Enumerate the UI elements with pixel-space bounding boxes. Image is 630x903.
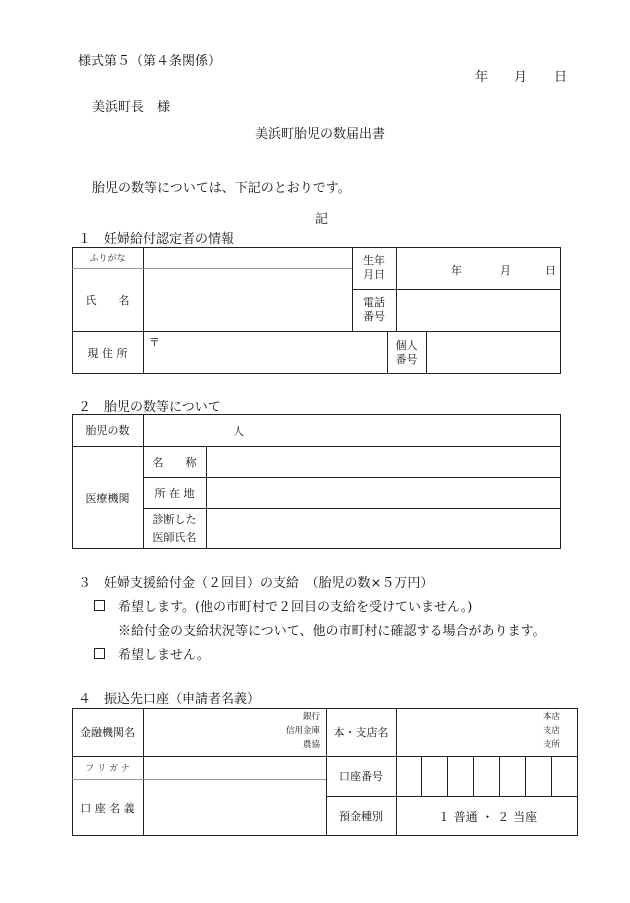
- doctor-name-field[interactable]: [207, 509, 560, 548]
- account-number-label: 口座番号: [339, 770, 383, 783]
- bank-name-label: 金融機関名: [80, 726, 135, 739]
- account-name-label: 口 座 名 義: [80, 801, 135, 815]
- institution-address-label: 所 在 地: [154, 486, 195, 500]
- birthdate-field[interactable]: [397, 248, 560, 288]
- phone-label: 電話 番号: [363, 296, 385, 323]
- medical-institution-label: 医療機関: [85, 491, 130, 505]
- bank-type-options: 銀行 信用金庫 農協: [285, 712, 320, 750]
- phone-field[interactable]: [397, 290, 560, 330]
- institution-name-label: 名 称: [152, 455, 197, 469]
- wish-no-label: 希望しません。: [118, 648, 210, 663]
- doctor-name-label: 診断した 医師氏名: [152, 512, 197, 544]
- postal-mark: 〒: [149, 336, 160, 349]
- document-title: 美浜町胎児の数届出書: [255, 127, 386, 142]
- fetus-count-field[interactable]: [144, 415, 560, 445]
- account-furigana-field[interactable]: [144, 757, 325, 778]
- section4-heading: ４ 振込先口座（申請者名義）: [78, 692, 261, 707]
- date-year-label: 年: [475, 70, 489, 85]
- deposit-type-label: 預金種別: [339, 810, 383, 823]
- addressee: 美浜町長 様: [92, 100, 171, 115]
- account-number-field[interactable]: [397, 757, 577, 795]
- section1-heading: １ 妊婦給付認定者の情報: [78, 232, 235, 247]
- address-label: 現 住 所: [87, 346, 128, 360]
- address-field[interactable]: [144, 332, 386, 373]
- name-label: 氏 名: [85, 293, 130, 307]
- birth-year-label: 年: [451, 264, 462, 277]
- confirmation-note: ※給付金の支給状況等について、他の市町村に確認する場合があります。: [118, 624, 546, 639]
- fetus-count-label: 胎児の数: [85, 424, 130, 437]
- section2-heading: ２ 胎児の数等について: [78, 400, 221, 415]
- account-name-field[interactable]: [144, 780, 325, 835]
- furigana-field[interactable]: [144, 248, 351, 267]
- fetus-unit: 人: [233, 425, 244, 438]
- institution-name-field[interactable]: [207, 447, 560, 476]
- wish-yes-checkbox[interactable]: [94, 600, 105, 611]
- furigana-label: ふりがな: [89, 254, 126, 264]
- branch-name-label: 本・支店名: [333, 726, 389, 739]
- form-number: 様式第５（第４条関係）: [78, 54, 222, 69]
- branch-type-options: 本店 支店 支所: [542, 712, 560, 750]
- intro-text: 胎児の数等については、下記のとおりです。: [92, 181, 351, 196]
- account-furigana-label: フ リ ガ ナ: [85, 764, 130, 774]
- wish-no-checkbox[interactable]: [94, 648, 105, 659]
- ki-label: 記: [315, 212, 329, 227]
- institution-address-field[interactable]: [207, 478, 560, 507]
- wish-yes-label: 希望します。(他の市町村で２回目の支給を受けていません。): [118, 600, 473, 615]
- section3-heading: ３ 妊婦支援給付金（２回目）の支給 （胎児の数×５万円）: [78, 576, 434, 591]
- birth-day-label: 日: [545, 264, 556, 277]
- date-day-label: 日: [554, 70, 568, 85]
- name-field[interactable]: [144, 269, 351, 330]
- personal-number-field[interactable]: [427, 332, 560, 373]
- personal-number-label: 個人 番号: [395, 338, 418, 366]
- birthdate-label: 生年 月日: [363, 254, 385, 281]
- date-month-label: 月: [514, 70, 528, 85]
- birth-month-label: 月: [500, 264, 511, 277]
- deposit-type-options[interactable]: １ 普通 ・ ２ 当座: [437, 809, 538, 824]
